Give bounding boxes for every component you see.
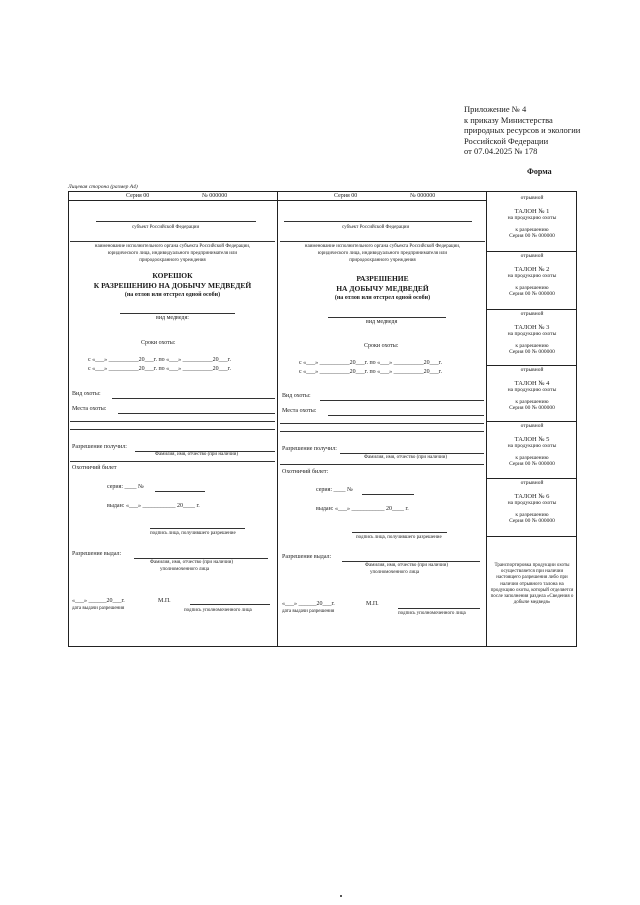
mid-hunt-place: Места охоты:	[282, 408, 317, 414]
talon-permit: к разрешению	[515, 343, 549, 349]
talon-series: Серия 00 № 000000	[509, 461, 555, 467]
talon-separator	[486, 478, 577, 479]
talon-cut-label: отрывной	[520, 367, 544, 373]
left-hunt-place-line	[118, 413, 275, 414]
mid-hunt-place-line	[328, 415, 484, 416]
mid-org-line	[280, 241, 485, 242]
talon-subtitle: на продукцию охоты	[507, 443, 557, 449]
talon-subtitle: на продукцию охоты	[507, 273, 557, 279]
mid-subtitle: (на отлов или отстрел одной особи)	[334, 295, 431, 301]
mid-subject-caption: субъект Российской Федерации	[342, 225, 410, 230]
left-title: КОРЕШОК	[152, 271, 193, 280]
talon-subtitle: на продукцию охоты	[507, 331, 557, 337]
mid-mp: М.П.	[366, 601, 379, 607]
left-issuer-label: Разрешение выдал:	[72, 551, 122, 557]
left-subject-line	[96, 221, 256, 222]
left-hunt-type-line	[112, 398, 275, 399]
talon-permit: к разрешению	[515, 512, 549, 518]
scan-dot	[340, 895, 342, 897]
appendix-line: Российской Федерации	[464, 135, 549, 146]
left-ticket-series: серия: ____ №	[107, 484, 144, 490]
left-ticket-number-line	[155, 491, 205, 492]
talon-separator	[486, 309, 577, 310]
left-date-row: с «___» __________20___г. по «___» __________20___г.	[88, 357, 231, 363]
mid-org-caption: юридического лица, индивидуального предпринимателя или	[317, 251, 448, 256]
talon-separator	[486, 421, 577, 422]
left-series-label: Серия 00	[126, 193, 150, 199]
left-hunt-type: Вид охоты:	[72, 391, 101, 397]
mid-ticket-issued: выдан: «___» ___________ 20____ г.	[316, 506, 409, 512]
mid-auth-sign-line	[398, 608, 480, 609]
talon-series: Серия 00 № 000000	[509, 291, 555, 297]
talon-cut-label: отрывной	[520, 253, 544, 259]
mid-issue-date-caption: дата выдачи разрешения	[282, 609, 335, 614]
mid-recipient-line	[280, 464, 484, 465]
mid-date-row: с «___» __________20___г. по «___» __________20___г.	[299, 360, 442, 366]
mid-signature-line	[352, 532, 447, 533]
talon-1	[487, 195, 577, 239]
mid-date-row: с «___» __________20___г. по «___» __________20___г.	[299, 369, 442, 375]
left-issuer-caption: уполномоченного лица	[160, 567, 210, 572]
left-hunt-place-line	[70, 421, 275, 422]
mid-hunt-type: Вид охоты:	[282, 393, 311, 399]
talon-permit: к разрешению	[515, 399, 549, 405]
appendix-line: природных ресурсов и экологии	[464, 125, 581, 135]
side-label: Лицевая сторона (размер А4)	[68, 184, 138, 190]
mid-species-caption: вид медведя	[366, 319, 398, 325]
left-auth-sign-line	[190, 604, 270, 605]
talon-cut-label: отрывной	[520, 195, 544, 201]
left-issuer-caption: Фамилия, имя, отчество (при наличии)	[150, 560, 233, 565]
mid-recipient-line	[340, 453, 484, 454]
appendix-line: от 07.04.2025 № 178	[464, 146, 538, 156]
left-signature-caption: подпись лица, получившего разрешение	[150, 531, 236, 536]
divider-left	[277, 191, 278, 647]
talon-subtitle: на продукцию охоты	[507, 387, 557, 393]
left-subtitle: (на отлов или отстрел одной особи)	[124, 292, 221, 298]
left-species-line	[120, 313, 235, 314]
left-auth-sign-caption: подпись уполномоченного лица	[184, 608, 252, 613]
mid-series-label: Серия 00	[334, 193, 358, 199]
mid-recipient-label: Разрешение получил:	[282, 446, 337, 452]
mid-terms-label: Сроки охоты:	[364, 343, 399, 349]
left-org-caption: юридического лица, индивидуального предпринимателя или	[107, 251, 238, 256]
talon-title: ТАЛОН № 2	[514, 266, 550, 273]
talon-subtitle: на продукцию охоты	[507, 215, 557, 221]
mid-issuer-caption: уполномоченного лица	[370, 570, 420, 575]
mid-hunt-place-line	[280, 423, 484, 424]
mid-hunt-type-line	[320, 400, 484, 401]
left-mp: М.П.	[158, 598, 171, 604]
mid-title: НА ДОБЫЧУ МЕДВЕДЕЙ	[336, 284, 429, 293]
left-fio-caption: Фамилия, имя, отчество (при наличии)	[155, 452, 238, 457]
talon-permit: к разрешению	[515, 285, 549, 291]
appendix-line: к приказу Министерства	[464, 114, 553, 125]
appendix-line: Приложение № 4	[464, 104, 527, 114]
talon-title: ТАЛОН № 4	[514, 380, 550, 387]
mid-title: РАЗРЕШЕНИЕ	[356, 274, 409, 283]
left-ticket-issued: выдан: «___» ___________ 20____ г.	[107, 503, 200, 509]
left-subject-caption: субъект Российской Федерации	[132, 225, 200, 230]
mid-ticket-number-line	[362, 494, 414, 495]
talon-title: ТАЛОН № 1	[514, 208, 550, 215]
talon-4	[487, 367, 577, 411]
talon-series: Серия 00 № 000000	[509, 518, 555, 524]
left-recipient-label: Разрешение получил:	[72, 444, 127, 450]
talon-cut-label: отрывной	[520, 480, 544, 486]
mid-issue-date: «___» ______20___г.	[282, 601, 335, 607]
mid-ticket-series: серия: ____ №	[316, 487, 353, 493]
series-row-line	[68, 200, 486, 201]
mid-hunt-place-line	[280, 431, 484, 432]
left-issue-date: «___» ______20___г.	[72, 598, 125, 604]
left-issue-date-caption: дата выдачи разрешения	[72, 606, 125, 611]
left-number-label: № 000000	[202, 193, 228, 199]
talon-series: Серия 00 № 000000	[509, 233, 555, 239]
talon-title: ТАЛОН № 3	[514, 324, 550, 331]
talon-separator	[486, 365, 577, 366]
left-org-caption: наименование исполнительного органа субъекта Российской Федерации,	[94, 244, 251, 249]
left-org-line	[70, 241, 275, 242]
mid-issuer-caption: Фамилия, имя, отчество (при наличии)	[365, 563, 448, 568]
talon-separator	[486, 251, 577, 252]
talon-title: ТАЛОН № 5	[514, 436, 550, 443]
left-terms-label: Сроки охоты:	[141, 340, 176, 346]
mid-species-line	[328, 317, 446, 318]
talon-permit: к разрешению	[515, 227, 549, 233]
talon-subtitle: на продукцию охоты	[507, 500, 557, 506]
mid-signature-caption: подпись лица, получившего разрешение	[356, 535, 442, 540]
talon-3	[487, 311, 577, 355]
mid-issuer-label: Разрешение выдал:	[282, 554, 332, 560]
mid-org-caption: природоохранного учреждения	[349, 258, 416, 263]
mid-number-label: № 000000	[410, 193, 436, 199]
mid-auth-sign-caption: подпись уполномоченного лица	[398, 611, 466, 616]
talon-5	[487, 423, 577, 467]
mid-subject-line	[284, 221, 472, 222]
left-species-caption: вид медведя:	[156, 315, 189, 321]
talon-cut-label: отрывной	[520, 423, 544, 429]
mid-org-caption: наименование исполнительного органа субъекта Российской Федерации,	[304, 244, 461, 249]
left-recipient-line	[70, 461, 275, 462]
talon-series: Серия 00 № 000000	[509, 405, 555, 411]
left-title: К РАЗРЕШЕНИЮ НА ДОБЫЧУ МЕДВЕДЕЙ	[93, 281, 252, 290]
talon-series: Серия 00 № 000000	[509, 349, 555, 355]
mid-issuer-line	[342, 561, 480, 562]
left-ticket-label: Охотничий билет	[72, 465, 117, 471]
talon-6	[487, 480, 577, 524]
mid-ticket-label: Охотничий билет:	[282, 469, 329, 475]
left-signature-line	[150, 528, 245, 529]
form-label: Форма	[527, 167, 552, 176]
transport-note: Транспортировка продукции охоты осуществляется при наличии настоящего разрешения либо при наличии отрывного талона на продукцию охоты, который отделяется после заполнения раздела «Сведения о добыче медведя»	[490, 563, 574, 606]
talon-separator	[486, 536, 577, 537]
left-date-row: с «___» __________20___г. по «___» __________20___г.	[88, 366, 231, 372]
mid-fio-caption: Фамилия, имя, отчество (при наличии)	[364, 455, 447, 460]
appendix-block	[464, 104, 580, 157]
left-hunt-place-line	[70, 429, 275, 430]
left-hunt-place: Места охоты:	[72, 406, 107, 412]
talon-cut-label: отрывной	[520, 311, 544, 317]
talon-2	[487, 253, 577, 297]
talon-title: ТАЛОН № 6	[514, 493, 550, 500]
left-issuer-line	[134, 558, 268, 559]
talon-permit: к разрешению	[515, 455, 549, 461]
left-org-caption: природоохранного учреждения	[139, 258, 206, 263]
